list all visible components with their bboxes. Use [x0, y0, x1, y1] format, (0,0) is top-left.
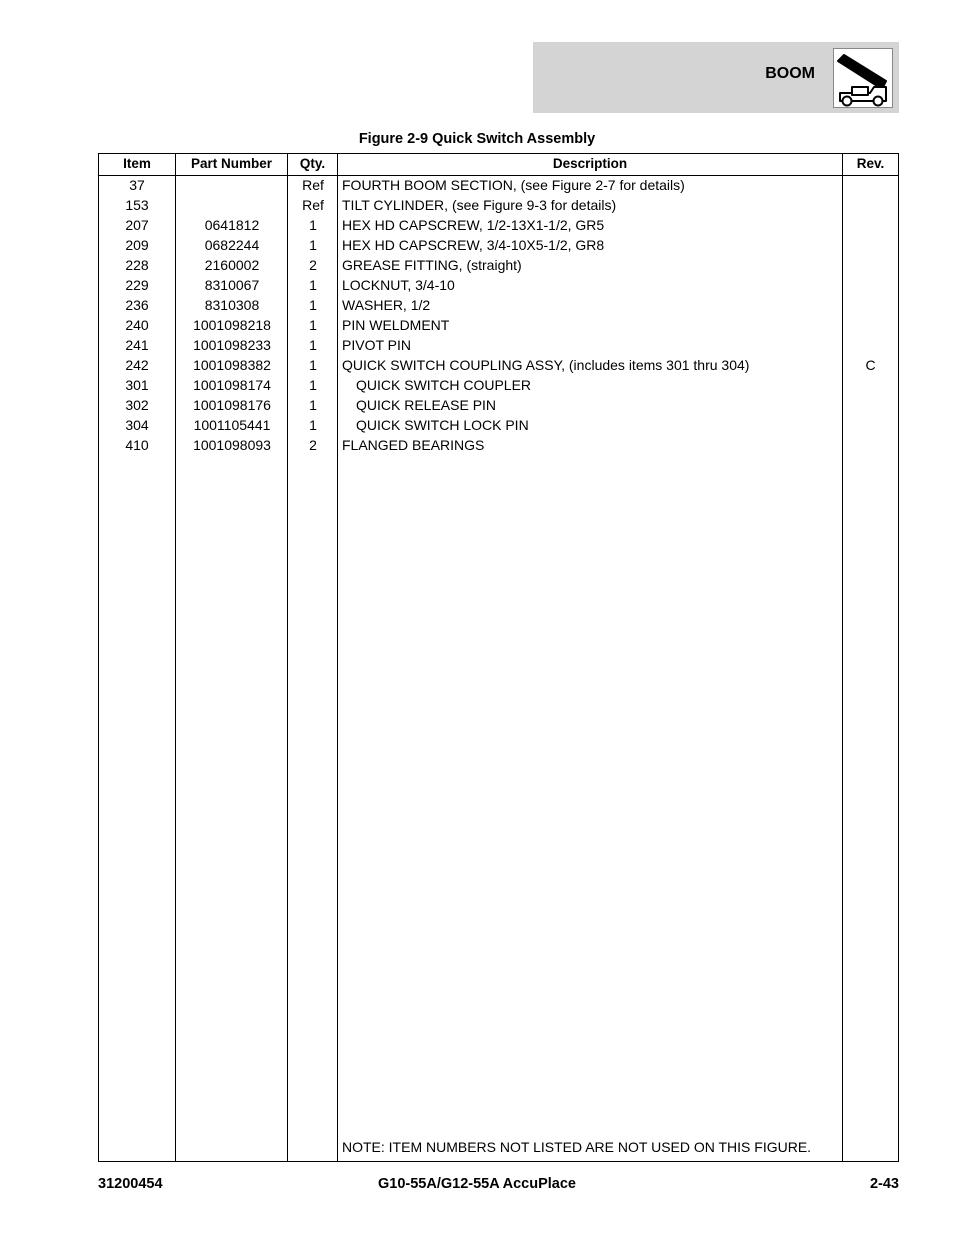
cell-item: 153 [125, 197, 149, 213]
section-tab [533, 42, 899, 113]
col-header-item: Item [123, 156, 151, 171]
cell-description: QUICK RELEASE PIN [356, 397, 497, 413]
cell-qty: Ref [302, 177, 324, 193]
table-row [99, 235, 898, 255]
cell-item: 301 [125, 377, 149, 393]
cell-part-number: 2160002 [204, 257, 260, 273]
cell-item: 304 [125, 417, 149, 433]
cell-item: 410 [125, 437, 149, 453]
cell-item: 37 [129, 177, 145, 193]
cell-item: 242 [125, 357, 149, 373]
cell-qty: 1 [309, 317, 317, 333]
table-row [99, 335, 898, 355]
cell-part-number: 8310067 [204, 277, 260, 293]
section-title: BOOM [765, 65, 815, 82]
table-row [99, 435, 898, 455]
cell-description: HEX HD CAPSCREW, 3/4-10X5-1/2, GR8 [342, 237, 605, 253]
cell-part-number: 1001098093 [193, 437, 271, 453]
cell-description: GREASE FITTING, (straight) [342, 257, 522, 273]
cell-item: 302 [125, 397, 149, 413]
table-row [99, 395, 898, 415]
cell-qty: 2 [309, 257, 317, 273]
cell-item: 209 [125, 237, 149, 253]
cell-description: FLANGED BEARINGS [342, 437, 485, 453]
cell-item: 240 [125, 317, 149, 333]
cell-part-number: 1001098218 [193, 317, 271, 333]
cell-qty: 1 [309, 397, 317, 413]
table-row [99, 375, 898, 395]
table-note: NOTE: ITEM NUMBERS NOT LISTED ARE NOT USED ON THIS FIGURE. [342, 1139, 812, 1155]
cell-qty: 1 [309, 337, 317, 353]
cell-qty: 1 [309, 377, 317, 393]
cell-part-number: 1001098174 [193, 377, 271, 393]
table-row [99, 415, 898, 435]
cell-description: WASHER, 1/2 [342, 297, 431, 313]
cell-part-number: 1001098176 [193, 397, 271, 413]
cell-item: 228 [125, 257, 149, 273]
cell-description: QUICK SWITCH COUPLER [356, 377, 532, 393]
cell-item: 236 [125, 297, 149, 313]
cell-part-number: 1001098382 [193, 357, 271, 373]
figure-title: Figure 2-9 Quick Switch Assembly [358, 131, 596, 147]
cell-description: QUICK SWITCH LOCK PIN [356, 417, 529, 433]
cell-part-number: 0641812 [204, 217, 260, 233]
table-row [99, 195, 898, 215]
cell-description: PIVOT PIN [342, 337, 411, 353]
table-row [99, 175, 898, 195]
col-header-rev: Rev. [856, 156, 885, 171]
col-header-description: Description [552, 156, 628, 171]
footer-doc-number: 31200454 [98, 1176, 163, 1192]
cell-qty: 1 [309, 357, 317, 373]
footer-page-number: 2-43 [869, 1176, 899, 1192]
table-row [99, 355, 898, 375]
cell-part-number: 0682244 [204, 237, 260, 253]
table-row [99, 275, 898, 295]
cell-description: FOURTH BOOM SECTION, (see Figure 2-7 for details) [342, 177, 685, 193]
cell-part-number: 1001105441 [193, 417, 271, 433]
table-row [99, 315, 898, 335]
col-header-part-number: Part Number [190, 156, 273, 171]
table-row [99, 255, 898, 275]
cell-qty: Ref [302, 197, 324, 213]
cell-description: QUICK SWITCH COUPLING ASSY, (includes items 301 thru 304) [342, 357, 750, 373]
table-row [99, 295, 898, 315]
cell-part-number: 1001098233 [193, 337, 271, 353]
boom-truck-icon [833, 48, 893, 108]
cell-qty: 1 [309, 297, 317, 313]
parts-table [98, 153, 899, 1162]
cell-rev: C [865, 357, 876, 373]
cell-item: 207 [125, 217, 149, 233]
cell-qty: 1 [309, 277, 317, 293]
cell-qty: 1 [309, 417, 317, 433]
cell-item: 241 [125, 337, 149, 353]
cell-description: PIN WELDMENT [342, 317, 450, 333]
cell-description: LOCKNUT, 3/4-10 [342, 277, 455, 293]
cell-description: HEX HD CAPSCREW, 1/2-13X1-1/2, GR5 [342, 217, 605, 233]
table-row [99, 215, 898, 235]
cell-qty: 2 [309, 437, 317, 453]
col-header-qty: Qty. [299, 156, 326, 171]
cell-qty: 1 [309, 237, 317, 253]
footer-model: G10-55A/G12-55A AccuPlace [377, 1176, 576, 1192]
cell-item: 229 [125, 277, 149, 293]
cell-part-number: 8310308 [204, 297, 260, 313]
cell-qty: 1 [309, 217, 317, 233]
cell-description: TILT CYLINDER, (see Figure 9-3 for details) [342, 197, 617, 213]
